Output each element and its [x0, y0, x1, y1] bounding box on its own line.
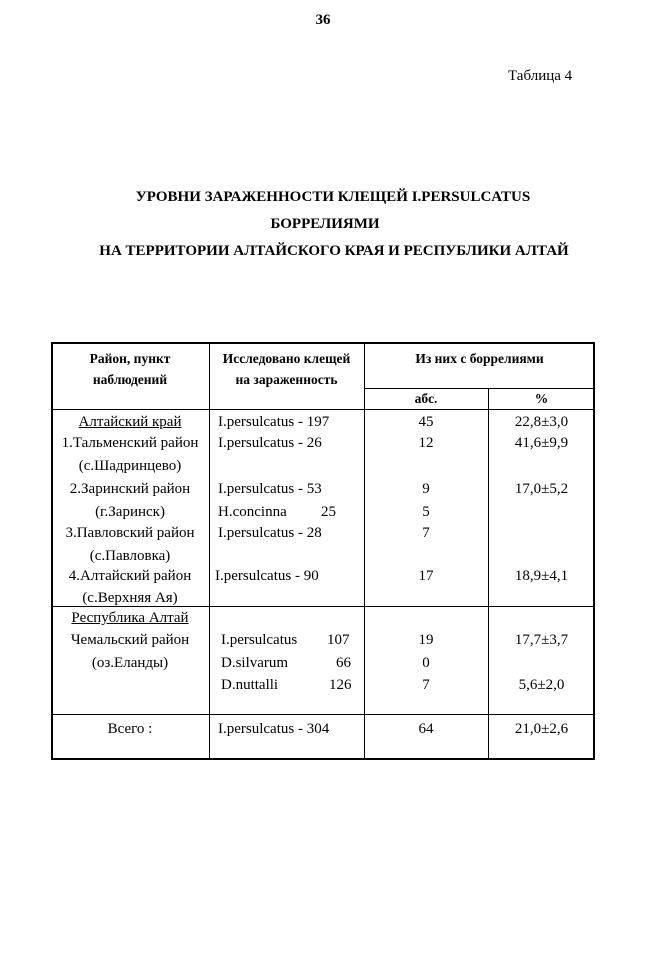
count-cell: 25 — [321, 504, 336, 520]
total-pct: 21,0±2,6 — [514, 721, 569, 737]
title-line-1: УРОВНИ ЗАРАЖЕННОСТИ КЛЕЩЕЙ I.PERSULCATUS — [135, 189, 531, 205]
species-cell: I.persulcatus - 53 — [218, 481, 322, 497]
pct-cell: 17,0±5,2 — [514, 481, 569, 497]
district-point: (г.Заринск) — [95, 504, 165, 520]
abs-cell: 17 — [418, 568, 434, 584]
abs-cell: 7 — [422, 677, 430, 693]
header-examined-line1: Исследовано клещей — [222, 351, 351, 366]
count-cell: 126 — [329, 677, 352, 693]
species-cell: I.persulcatus - 197 — [218, 414, 330, 430]
district-point: (с.Шадринцево) — [78, 458, 182, 474]
abs-cell: 7 — [422, 525, 430, 541]
species-cell: I.persulcatus — [221, 632, 298, 648]
table-hline-header — [51, 409, 595, 410]
species-cell: D.silvarum — [221, 655, 289, 671]
pct-cell: 18,9±4,1 — [514, 568, 569, 584]
page-number: 36 — [315, 12, 331, 28]
total-abs: 64 — [418, 721, 434, 737]
region-altai-republic: Республика Алтай — [71, 610, 189, 626]
title-line-2: БОРРЕЛИЯМИ — [270, 216, 380, 232]
count-cell: 66 — [336, 655, 351, 671]
district-name: 2.Заринский район — [69, 481, 191, 497]
title-line-3: НА ТЕРРИТОРИИ АЛТАЙСКОГО КРАЯ И РЕСПУБЛИКИ АЛТАЙ — [99, 243, 569, 259]
total-label: Всего : — [107, 721, 153, 737]
header-examined-line2: на зараженность — [235, 372, 338, 387]
data-table — [51, 342, 595, 760]
district-name: Чемальский район — [70, 632, 190, 648]
district-name: 3.Павловский район — [65, 525, 195, 541]
header-district-line1: Район, пункт — [89, 351, 171, 366]
table-hline-subheader — [364, 388, 595, 389]
district-point: (с.Павловка) — [89, 548, 171, 564]
pct-cell: 41,6±9,9 — [514, 435, 569, 451]
document-title — [0, 184, 646, 265]
header-pct: % — [534, 391, 549, 406]
pct-cell: 5,6±2,0 — [518, 677, 565, 693]
species-cell: I.persulcatus - 26 — [218, 435, 322, 451]
district-name: 1.Тальменский район — [61, 435, 199, 451]
species-cell: D.nuttalli — [221, 677, 279, 693]
district-point: (с.Верхняя Ая) — [82, 590, 178, 606]
abs-cell: 12 — [418, 435, 434, 451]
abs-cell: 9 — [422, 481, 430, 497]
table-hline-total — [51, 714, 595, 715]
header-examined — [209, 348, 364, 390]
species-cell: H.concinna — [218, 504, 287, 520]
district-point: (оз.Еланды) — [91, 655, 169, 671]
table-caption: Таблица 4 — [508, 68, 573, 84]
abs-cell: 0 — [422, 655, 430, 671]
count-cell: 107 — [327, 632, 350, 648]
abs-cell: 5 — [422, 504, 430, 520]
header-infected: Из них с боррелиями — [415, 351, 544, 366]
species-cell: I.persulcatus - 90 — [215, 568, 319, 584]
district-name: 4.Алтайский район — [68, 568, 192, 584]
header-district-line2: наблюдений — [92, 372, 168, 387]
header-abs: абс. — [414, 391, 438, 406]
pct-cell: 22,8±3,0 — [514, 414, 569, 430]
header-district — [51, 348, 209, 390]
region-altai-krai: Алтайский край — [78, 414, 182, 430]
pct-cell: 17,7±3,7 — [514, 632, 569, 648]
abs-cell: 19 — [418, 632, 434, 648]
abs-cell: 45 — [418, 414, 434, 430]
table-vline-1 — [209, 342, 210, 760]
species-cell: I.persulcatus - 28 — [218, 525, 322, 541]
total-species: I.persulcatus - 304 — [218, 721, 330, 737]
